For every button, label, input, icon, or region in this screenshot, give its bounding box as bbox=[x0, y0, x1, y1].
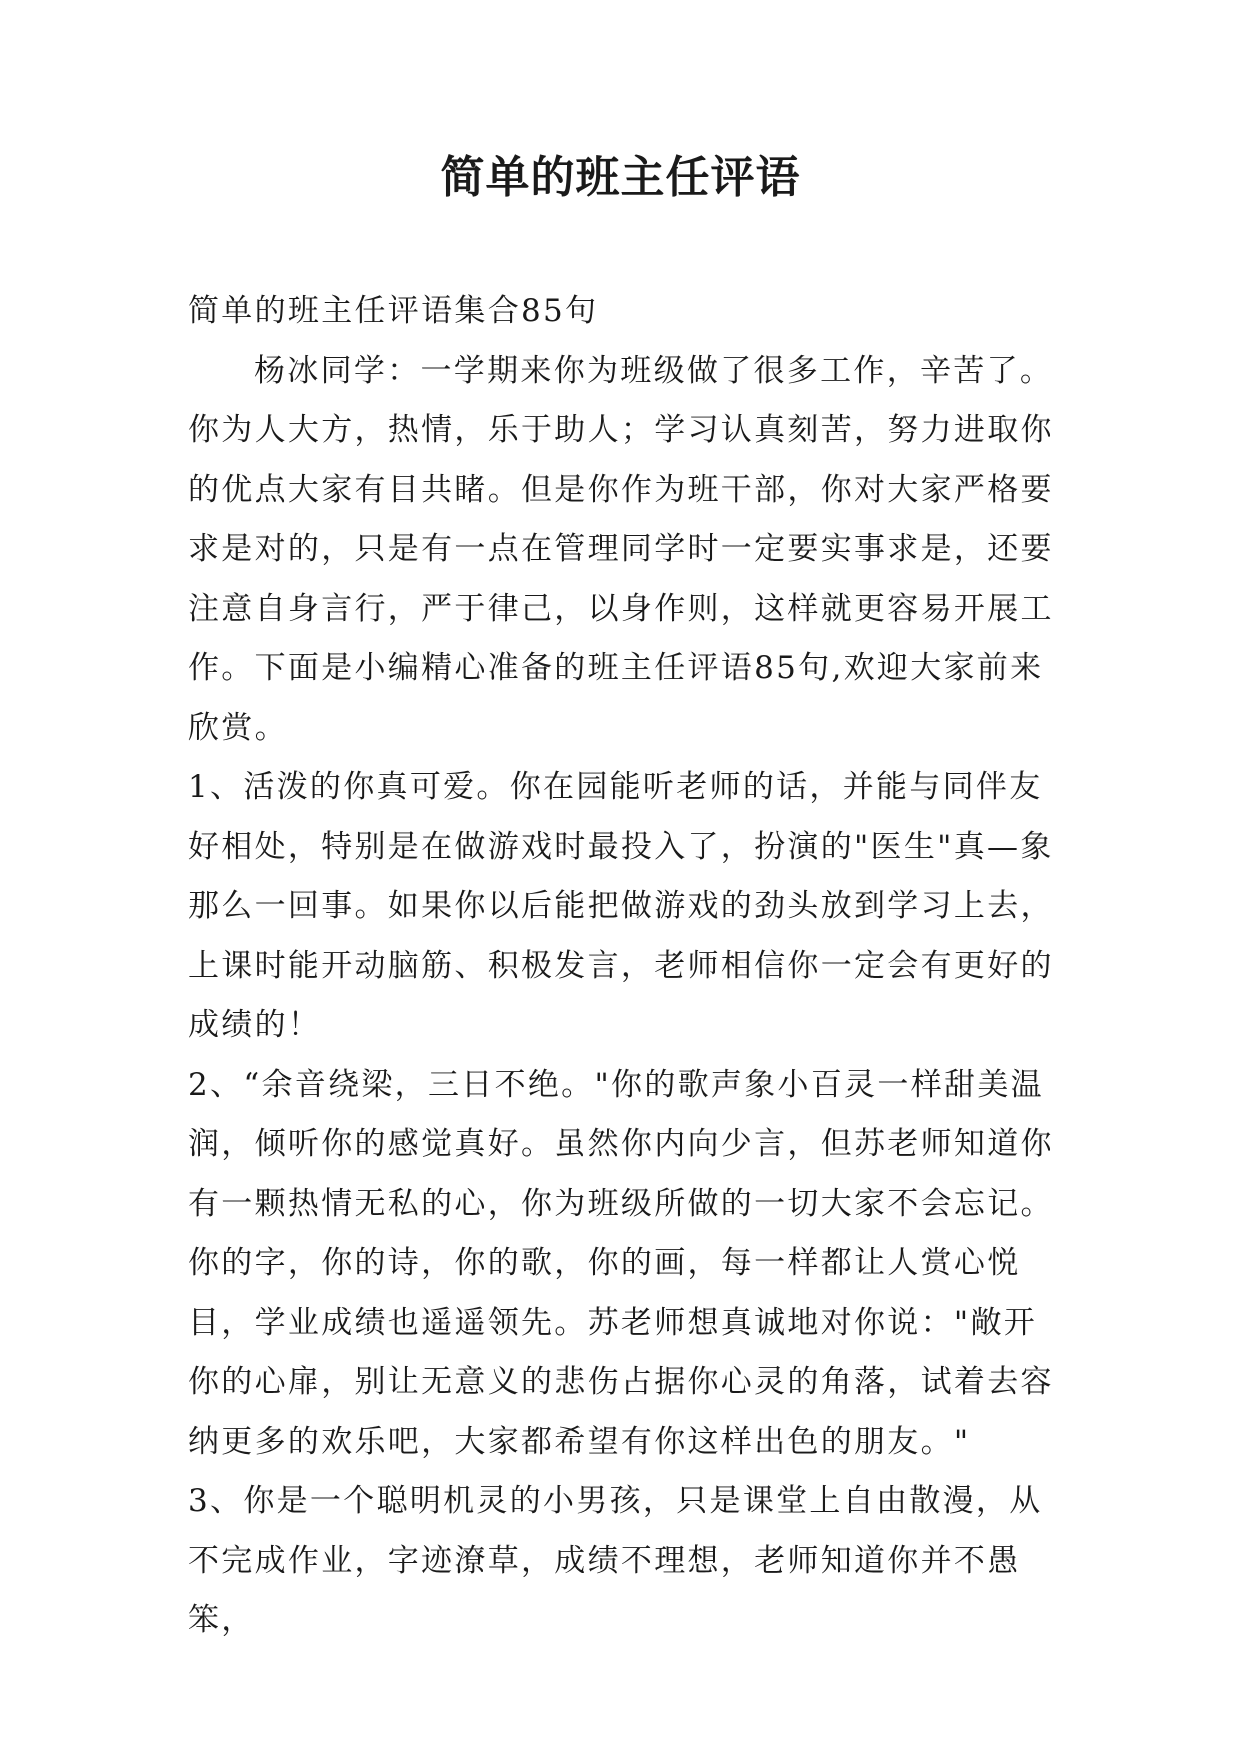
document-title: 简单的班主任评语 bbox=[440, 152, 801, 203]
comment-paragraph-2: 2、“余音绕梁，三日不绝。"你的歌声象小百灵一样甜美温润，倾听你的感觉真好。虽然你内向少言，但苏老师知道你有一颗热情无私的心，你为班级所做的一切大家不会忘记。你的字，你的诗，你的歌，你的画，每一样都让人赏心悦目，学业成绩也遥遥领先。苏老师想真诚地对你说："敞开你的心扉，别让无意义的悲伤占据你心灵的角落，试着去容纳更多的欢乐吧，大家都希望有你这样出色的朋友。" bbox=[188, 1066, 1054, 1460]
intro-paragraph: 杨冰同学：一学期来你为班级做了很多工作，辛苦了。你为人大方，热情，乐于助人；学习认真刻苦，努力进取你的优点大家有目共睹。但是你作为班干部，你对大家严格要求是对的，只是有一点在管理同学时一定要实事求是，还要注意自身言行，严于律己，以身作则，这样就更容易开展工作。下面是小编精心准备的班主任评语85句,欢迎大家前来欣赏。 bbox=[188, 352, 1054, 746]
comment-paragraph-1: 1、活泼的你真可爱。你在园能听老师的话，并能与同伴友好相处，特别是在做游戏时最投入了，扮演的"医生"真—象那么一回事。如果你以后能把做游戏的劲头放到学习上去，上课时能开动脑筋、积极发言，老师相信你一定会有更好的成绩的！ bbox=[188, 769, 1054, 1043]
document-body bbox=[188, 282, 1068, 1651]
document-subtitle: 简单的班主任评语集合85句 bbox=[188, 293, 599, 329]
comment-paragraph-3: 3、你是一个聪明机灵的小男孩，只是课堂上自由散漫，从不完成作业，字迹潦草，成绩不理想，老师知道你并不愚笨， bbox=[188, 1483, 1043, 1638]
